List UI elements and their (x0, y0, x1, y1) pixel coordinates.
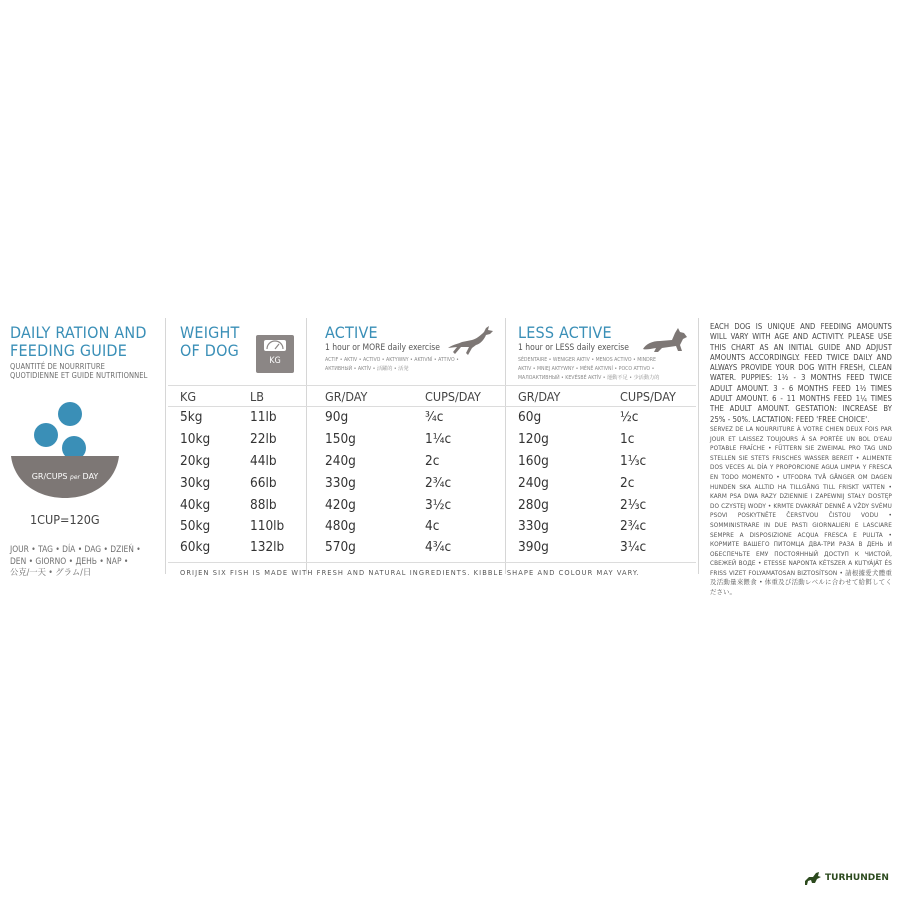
divider (505, 318, 506, 574)
cell-less-cups: 2¾c (620, 518, 647, 534)
day-translations-line3: 公克/一天 • グラム/日 (10, 567, 92, 577)
cell-active-gr: 90g (325, 409, 349, 425)
cell-kg: 20kg (180, 453, 211, 469)
cell-less-cups: 3¼c (620, 539, 647, 555)
cell-active-cups: ¾c (425, 409, 444, 425)
cell-active-gr: 150g (325, 431, 356, 447)
cell-less-cups: 1⅓c (620, 453, 647, 469)
running-dog-icon (446, 322, 496, 358)
cell-active-gr: 420g (325, 497, 356, 513)
guide-title-line2: FEEDING GUIDE (10, 341, 128, 360)
scale-dial-icon (256, 335, 294, 373)
cell-lb: 11lb (250, 409, 277, 425)
cell-less-cups: 2c (620, 475, 635, 491)
cell-lb: 44lb (250, 453, 277, 469)
bowl-label-day: DAY (82, 472, 99, 481)
scale-label: KG (269, 356, 281, 366)
cell-less-cups: ½c (620, 409, 639, 425)
cell-less-gr: 120g (518, 431, 549, 447)
cell-less-gr: 390g (518, 539, 549, 555)
cell-active-cups: 4c (425, 518, 440, 534)
day-translations-line2: DEN • GIORNO • ДЕНЬ • NAP • (10, 555, 129, 566)
feeding-instructions (710, 322, 892, 598)
divider (306, 318, 307, 574)
column-header-lb: LB (250, 389, 264, 404)
guide-subtitle-line2: QUOTIDIENNE ET GUIDE NUTRITIONNEL (10, 371, 148, 380)
bowl-label: GR/CUPS (31, 472, 68, 481)
day-translations-line1: JOUR • TAG • DÍA • DAG • DZIEŃ • (10, 544, 141, 554)
table-divider (168, 406, 696, 407)
divider (165, 318, 166, 574)
active-title: ACTIVE (325, 323, 378, 342)
weight-title-line2: OF DOG (180, 341, 239, 360)
less-active-translations-line2: AKTIV • MNIEJ AKTYWNY • MÉNĚ AKTIVNÍ • POCO ATTIVO • (518, 366, 655, 372)
dog-logo-icon (803, 869, 823, 887)
table-header-divider (168, 385, 696, 386)
cell-kg: 40kg (180, 497, 211, 513)
kibble-icon (58, 402, 82, 426)
active-translations-line2: АКТИВНЫЙ • AKTÍV • 活躍的 • 活発 (325, 366, 409, 372)
scale-icon (256, 335, 294, 373)
column-header-less-gr: GR/DAY (518, 389, 561, 404)
feeding-instructions-english: EACH DOG IS UNIQUE AND FEEDING AMOUNTS WILL VARY WITH AGE AND ACTIVITY. PLEASE USE THIS CHART AS AN INITIAL GUIDE AND ADJUST AMOUNTS ACCORDINGLY. FEED TWICE DAILY AND ALWAYS PROVIDE YOUR DOG WITH FRESH, CLEAN WATER. PUPPIES: 1½ - 3 MONTHS FEED TWICE ADULT AMOUNT. 3 - 6 MONTHS FEED 1½ TIMES ADULT AMOUNT. 6 - 11 MONTHS FEED 1¼ TIMES THE ADULT AMOUNT. GESTATION: INCREASE BY 25% - 50%. LACTATION: FEED 'FREE CHOICE'. (710, 322, 892, 424)
day-translations (10, 544, 141, 579)
cell-active-cups: 2¾c (425, 475, 452, 491)
watermark-text: TURHUNDEN (825, 873, 889, 883)
cell-less-gr: 160g (518, 453, 549, 469)
active-subtitle: 1 hour or MORE daily exercise (325, 343, 440, 353)
cell-kg: 30kg (180, 475, 211, 491)
cell-active-gr: 570g (325, 539, 356, 555)
cell-lb: 66lb (250, 475, 277, 491)
table-bottom-divider (168, 562, 696, 563)
cell-lb: 132lb (250, 539, 285, 555)
cell-lb: 22lb (250, 431, 277, 447)
cell-active-cups: 1¼c (425, 431, 452, 447)
cell-kg: 50kg (180, 518, 211, 534)
cell-active-cups: 4¾c (425, 539, 452, 555)
column-header-kg: KG (180, 389, 197, 404)
cell-lb: 88lb (250, 497, 277, 513)
cell-active-gr: 240g (325, 453, 356, 469)
kibble-disclaimer: ORIJEN SIX FISH IS MADE WITH FRESH AND NATURAL INGREDIENTS. KIBBLE SHAPE AND COLOUR MAY VARY. (180, 568, 640, 577)
column-header-active-gr: GR/DAY (325, 389, 368, 404)
cell-active-cups: 3½c (425, 497, 452, 513)
cell-less-gr: 330g (518, 518, 549, 534)
less-active-translations-line3: МАЛОАКТИВНЫЙ • KEVÉSBÉ AKTÍV • 運動不足 • 少活動力的 (518, 375, 660, 381)
cup-conversion-note: 1CUP=120G (30, 512, 100, 527)
weight-title-line1: WEIGHT (180, 323, 240, 342)
cell-less-gr: 60g (518, 409, 542, 425)
cell-kg: 60kg (180, 539, 211, 555)
cell-kg: 5kg (180, 409, 203, 425)
watermark-logo (803, 869, 889, 887)
cell-less-gr: 240g (518, 475, 549, 491)
less-active-title: LESS ACTIVE (518, 323, 612, 342)
cell-active-gr: 480g (325, 518, 356, 534)
guide-subtitle-line1: QUANTITÉ DE NOURRITURE (10, 362, 106, 371)
cell-kg: 10kg (180, 431, 211, 447)
less-active-subtitle: 1 hour or LESS daily exercise (518, 343, 629, 353)
active-translations-line1: ACTIF • AKTIV • ACTIVO • AKTYWNY • AKTIVNÍ • ATTIVO • (325, 357, 459, 363)
cell-less-cups: 2⅓c (620, 497, 647, 513)
guide-title-line1: DAILY RATION AND (10, 323, 147, 342)
feeding-instructions-translations: SERVEZ DE LA NOURRITURE À VOTRE CHIEN DEUX FOIS PAR JOUR ET LAISSEZ TOUJOURS À SA PORTÉE UN BOL D'EAU POTABLE FRAÎCHE • FÜTTERN SIE ZWEIMAL PRO TAG UND STELLEN SIE STETS FRISCHES WASSER BEREIT • ALIMENTE DOS VECES AL DÍA Y PROPORCIONE AGUA LIMPIA Y FRESCA EN TODO MOMENTO • UTFODRA TVÅ GÅNGER OM DAGEN HUNDEN SKA ALLTID HA TILLGÅNG TILL FRISKT VATTEN • KARM PSA DWA RAZY DZIENNIE I ZAPEWNIJ STAŁY DOSTĘP DO CZYSTEJ WODY • KRMTE DVAKRÁT DENNĚ A VŽDY SVÉMU PSOVI POSKYTNĚTE ČERSTVOU ČISTOU VODU • SOMMINISTRARE IN DUE PASTI GIORNALIERI E LASCIARE SEMPRE A DISPOSIZIONE ACQUA FRESCA E PULITA • КОРМИТЕ ВАШЕГО ПИТОМЦА ДВА-ТРИ РАЗА В ДЕНЬ И ОБЕСПЕЧЬТЕ ЕМУ ПОСТОЯННЫЙ ДОСТУП К ЧИСТОЙ, СВЕЖЕЙ ВОДЕ • ETESSE NAPONTA KÉTSZER A KUTYÁJÁT ÉS FRISS VIZET FOLYAMATOSAN BIZTOSÍTSON • 請根據愛犬體重及活動量來餵食 • 体重及び活動レベルに合わせて給餌してください。 (710, 424, 892, 597)
column-header-less-cups: CUPS/DAY (620, 389, 676, 404)
divider (698, 318, 699, 574)
svg-text:GR/CUPS per DAY (32, 472, 99, 481)
cell-active-gr: 330g (325, 475, 356, 491)
less-active-translations-line1: SÉDENTAIRE • WENIGER AKTIV • MENOS ACTIVO • MINDRE (518, 357, 656, 363)
kibble-icon (34, 423, 58, 447)
bowl-label-per: per (70, 474, 80, 481)
cell-less-gr: 280g (518, 497, 549, 513)
food-bowl-icon (8, 395, 123, 505)
cell-active-cups: 2c (425, 453, 440, 469)
resting-dog-icon (640, 325, 690, 355)
cell-lb: 110lb (250, 518, 285, 534)
cell-less-cups: 1c (620, 431, 635, 447)
column-header-active-cups: CUPS/DAY (425, 389, 481, 404)
